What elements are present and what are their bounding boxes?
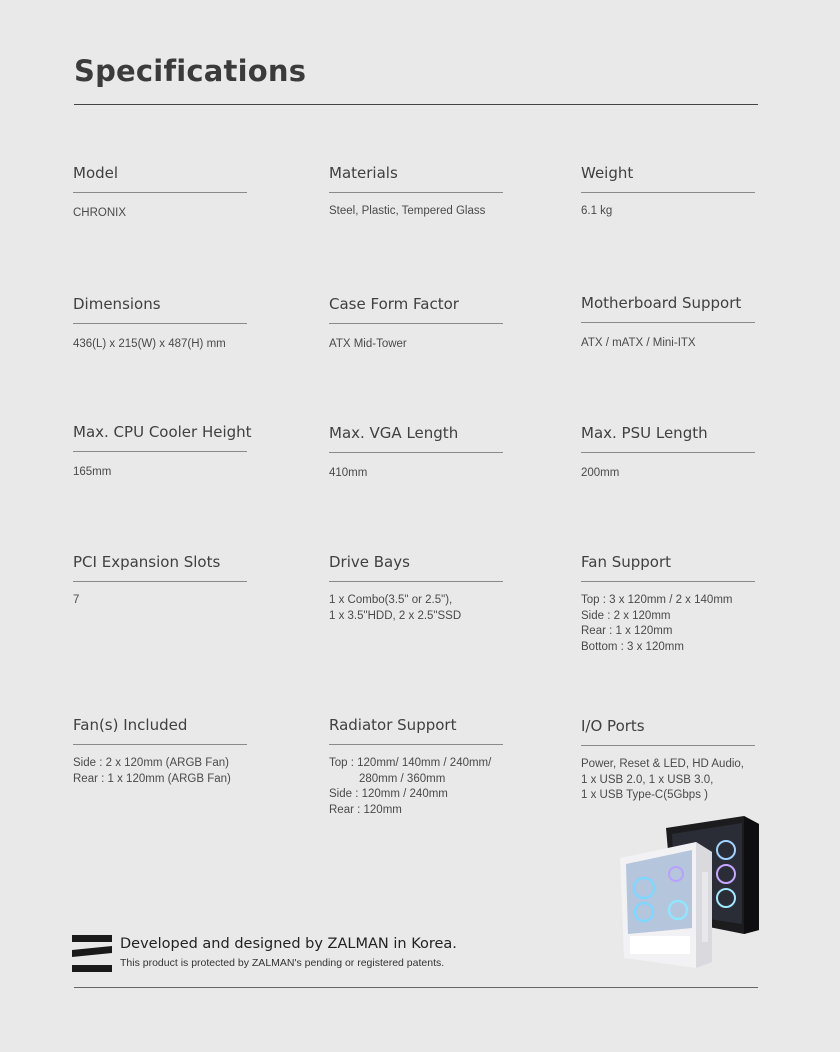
spec-value-line: Top : 3 x 120mm / 2 x 140mm (581, 594, 733, 606)
spec-label: Motherboard Support (581, 294, 742, 312)
spec-model (73, 163, 247, 222)
page-title: Specifications (74, 54, 307, 88)
spec-label: Model (73, 164, 119, 182)
spec-value-line: ATX Mid-Tower (329, 338, 407, 350)
spec-pci-expansion-slots (73, 552, 247, 609)
spec-label: Max. PSU Length (581, 424, 708, 442)
spec-label: Drive Bays (329, 553, 410, 571)
spec-value-line: 436(L) x 215(W) x 487(H) mm (73, 338, 226, 350)
spec-value (329, 466, 503, 482)
spec-divider (73, 744, 247, 745)
spec-value (581, 593, 755, 655)
spec-value (581, 336, 755, 352)
spec-value-line: 6.1 kg (581, 205, 613, 217)
spec-dimensions (73, 294, 247, 353)
spec-fan-support (581, 552, 755, 655)
title-divider (74, 104, 758, 105)
spec-value-line: Side : 120mm / 240mm (329, 788, 448, 801)
spec-divider (73, 581, 247, 582)
spec-max-vga-length (329, 423, 503, 482)
spec-value-line: 165mm (73, 466, 112, 478)
pc-case-product-image (614, 812, 764, 972)
spec-divider (73, 451, 247, 452)
spec-value (73, 465, 247, 481)
spec-value (73, 593, 247, 609)
spec-value (329, 756, 503, 818)
spec-value-line: 200mm (581, 467, 620, 479)
spec-label: PCI Expansion Slots (73, 553, 221, 571)
spec-value (329, 593, 503, 624)
spec-divider (329, 452, 503, 453)
spec-divider (581, 192, 755, 193)
spec-motherboard-support (581, 293, 755, 352)
spec-value-line: ATX / mATX / Mini-ITX (581, 337, 696, 349)
spec-value-line: 280mm / 360mm (359, 772, 446, 785)
spec-value-line: Rear : 1 x 120mm (ARGB Fan) (73, 772, 231, 785)
spec-divider (329, 192, 503, 193)
spec-divider (581, 581, 755, 582)
spec-value-line: Steel, Plastic, Tempered Glass (329, 205, 486, 217)
spec-value (581, 204, 755, 220)
spec-value-line: Side : 2 x 120mm (ARGB Fan) (73, 757, 229, 769)
spec-divider (581, 452, 755, 453)
spec-label: Materials (329, 164, 398, 182)
spec-divider (329, 744, 503, 745)
spec-value (73, 756, 247, 787)
spec-value-line: 1 x 3.5"HDD, 2 x 2.5"SSD (329, 609, 462, 622)
spec-fans-included (73, 715, 247, 787)
spec-io-ports (581, 716, 755, 804)
spec-drive-bays (329, 552, 503, 624)
patent-notice: This product is protected by ZALMAN's pending or registered patents. (120, 957, 445, 969)
footer-divider (74, 987, 758, 988)
spec-value-line: 7 (73, 594, 80, 606)
spec-label: Weight (581, 164, 634, 182)
spec-value-line: 1 x Combo(3.5" or 2.5"), (329, 594, 453, 606)
spec-value (329, 337, 503, 353)
spec-label: Fan Support (581, 553, 672, 571)
spec-divider (581, 322, 755, 323)
spec-value-line: Power, Reset & LED, HD Audio, (581, 758, 744, 770)
spec-weight (581, 163, 755, 220)
spec-value-line: Rear : 120mm (329, 803, 402, 816)
spec-max-psu-length (581, 423, 755, 482)
zalman-logo-icon (72, 935, 112, 972)
spec-divider (73, 323, 247, 324)
spec-value-line: 410mm (329, 467, 368, 479)
spec-divider (73, 192, 247, 193)
spec-value-line: Bottom : 3 x 120mm (581, 640, 684, 653)
spec-case-form-factor (329, 294, 503, 353)
spec-value-line: Side : 2 x 120mm (581, 609, 671, 622)
spec-label: Radiator Support (329, 716, 457, 734)
spec-value-line: 1 x USB Type-C(5Gbps ) (581, 789, 708, 802)
spec-value (581, 757, 755, 804)
spec-label: Fan(s) Included (73, 716, 188, 734)
spec-label: I/O Ports (581, 717, 645, 735)
spec-value (73, 337, 247, 353)
spec-label: Max. CPU Cooler Height (73, 423, 252, 441)
spec-label: Max. VGA Length (329, 424, 459, 442)
spec-value (73, 206, 247, 222)
spec-divider (329, 323, 503, 324)
spec-value-line: CHRONIX (73, 207, 127, 219)
spec-value-line: Top : 120mm/ 140mm / 240mm/ (329, 757, 492, 769)
spec-value-line: 1 x USB 2.0, 1 x USB 3.0, (581, 773, 714, 786)
spec-label: Case Form Factor (329, 295, 459, 313)
spec-label: Dimensions (73, 295, 161, 313)
developer-credit: Developed and designed by ZALMAN in Korea. (120, 936, 457, 952)
spec-value (329, 204, 503, 220)
spec-value-line: Rear : 1 x 120mm (581, 625, 673, 638)
spec-value (581, 466, 755, 482)
spec-divider (329, 581, 503, 582)
spec-radiator-support (329, 715, 503, 818)
spec-max-cpu-cooler-height (73, 422, 252, 481)
spec-divider (581, 745, 755, 746)
spec-materials (329, 163, 503, 220)
